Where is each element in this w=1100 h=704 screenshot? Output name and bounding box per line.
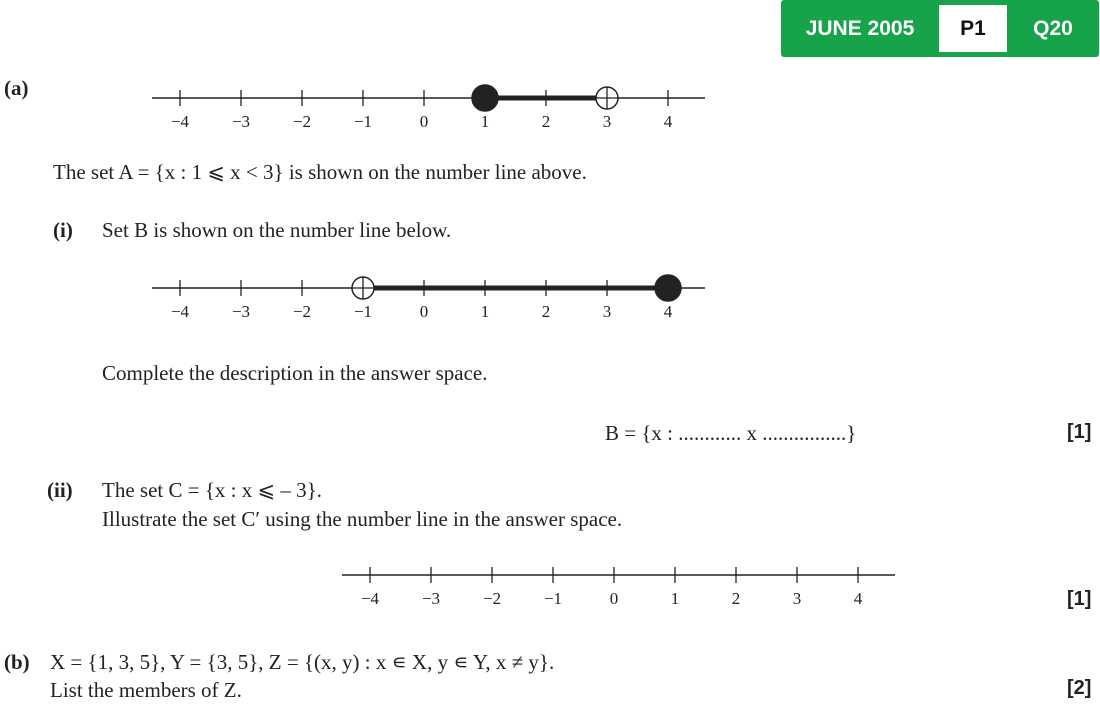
tick-label: 2 [731,589,741,608]
marks-a-ii: [1] [1067,588,1092,610]
marks-b: [2] [1067,677,1092,699]
set-b-answer-space[interactable]: B = {x : ............ x ................} [605,421,857,445]
number-line-set-a [150,80,710,140]
tick-label: −4 [170,302,190,321]
tick-label: 3 [602,302,612,321]
tick-label: −1 [543,589,563,608]
tick-label: 0 [419,112,429,131]
tick-label: −2 [482,589,502,608]
closed-endpoint [472,85,498,111]
tick-label: −1 [353,112,373,131]
tick-label: 4 [853,589,863,608]
tick-label: −1 [353,302,373,321]
part-b-instruction: List the members of Z. [50,678,242,702]
part-a-label: (a) [4,76,29,100]
marks-a-i: [1] [1067,421,1092,443]
number-line-set-b [150,270,710,330]
closed-endpoint [655,275,681,301]
part-b-label: (b) [4,650,30,674]
sets-xyz-definition: X = {1, 3, 5}, Y = {3, 5}, Z = {(x, y) : x ∊ X, y ∊ Y, x ≠ y}. [50,650,555,674]
tick-label: 1 [480,112,490,131]
tick-label: 4 [663,302,673,321]
tick-label: 3 [792,589,802,608]
tick-label: −4 [360,589,380,608]
tick-label: −3 [231,302,251,321]
question-label: Q20 [1033,17,1073,40]
session-label: JUNE 2005 [805,17,915,40]
tick-label: 4 [663,112,673,131]
tick-label: −3 [421,589,441,608]
tick-label: 2 [541,112,551,131]
paper-label: P1 [939,5,1007,52]
tick-label: −4 [170,112,190,131]
sub-i-instruction: Complete the description in the answer space. [102,361,488,385]
sub-i-text: Set B is shown on the number line below. [102,218,452,242]
tick-label: −2 [292,302,312,321]
sub-ii-instruction: Illustrate the set C′ using the number line in the answer space. [102,507,623,531]
tick-label: 0 [609,589,619,608]
number-line-answer-space[interactable] [340,557,900,617]
tick-label: −2 [292,112,312,131]
tick-label: 0 [419,302,429,321]
tick-label: −3 [231,112,251,131]
tick-label: 2 [541,302,551,321]
tick-label: 3 [602,112,612,131]
set-c-definition: The set C = {x : x ⩽ – 3}. [102,478,322,502]
set-a-statement: The set A = {x : 1 ⩽ x < 3} is shown on the number line above. [53,160,587,184]
sub-ii-label: (ii) [47,478,73,502]
sub-i-label: (i) [53,218,73,242]
question-badge [781,0,1099,57]
tick-label: 1 [480,302,490,321]
tick-label: 1 [670,589,680,608]
